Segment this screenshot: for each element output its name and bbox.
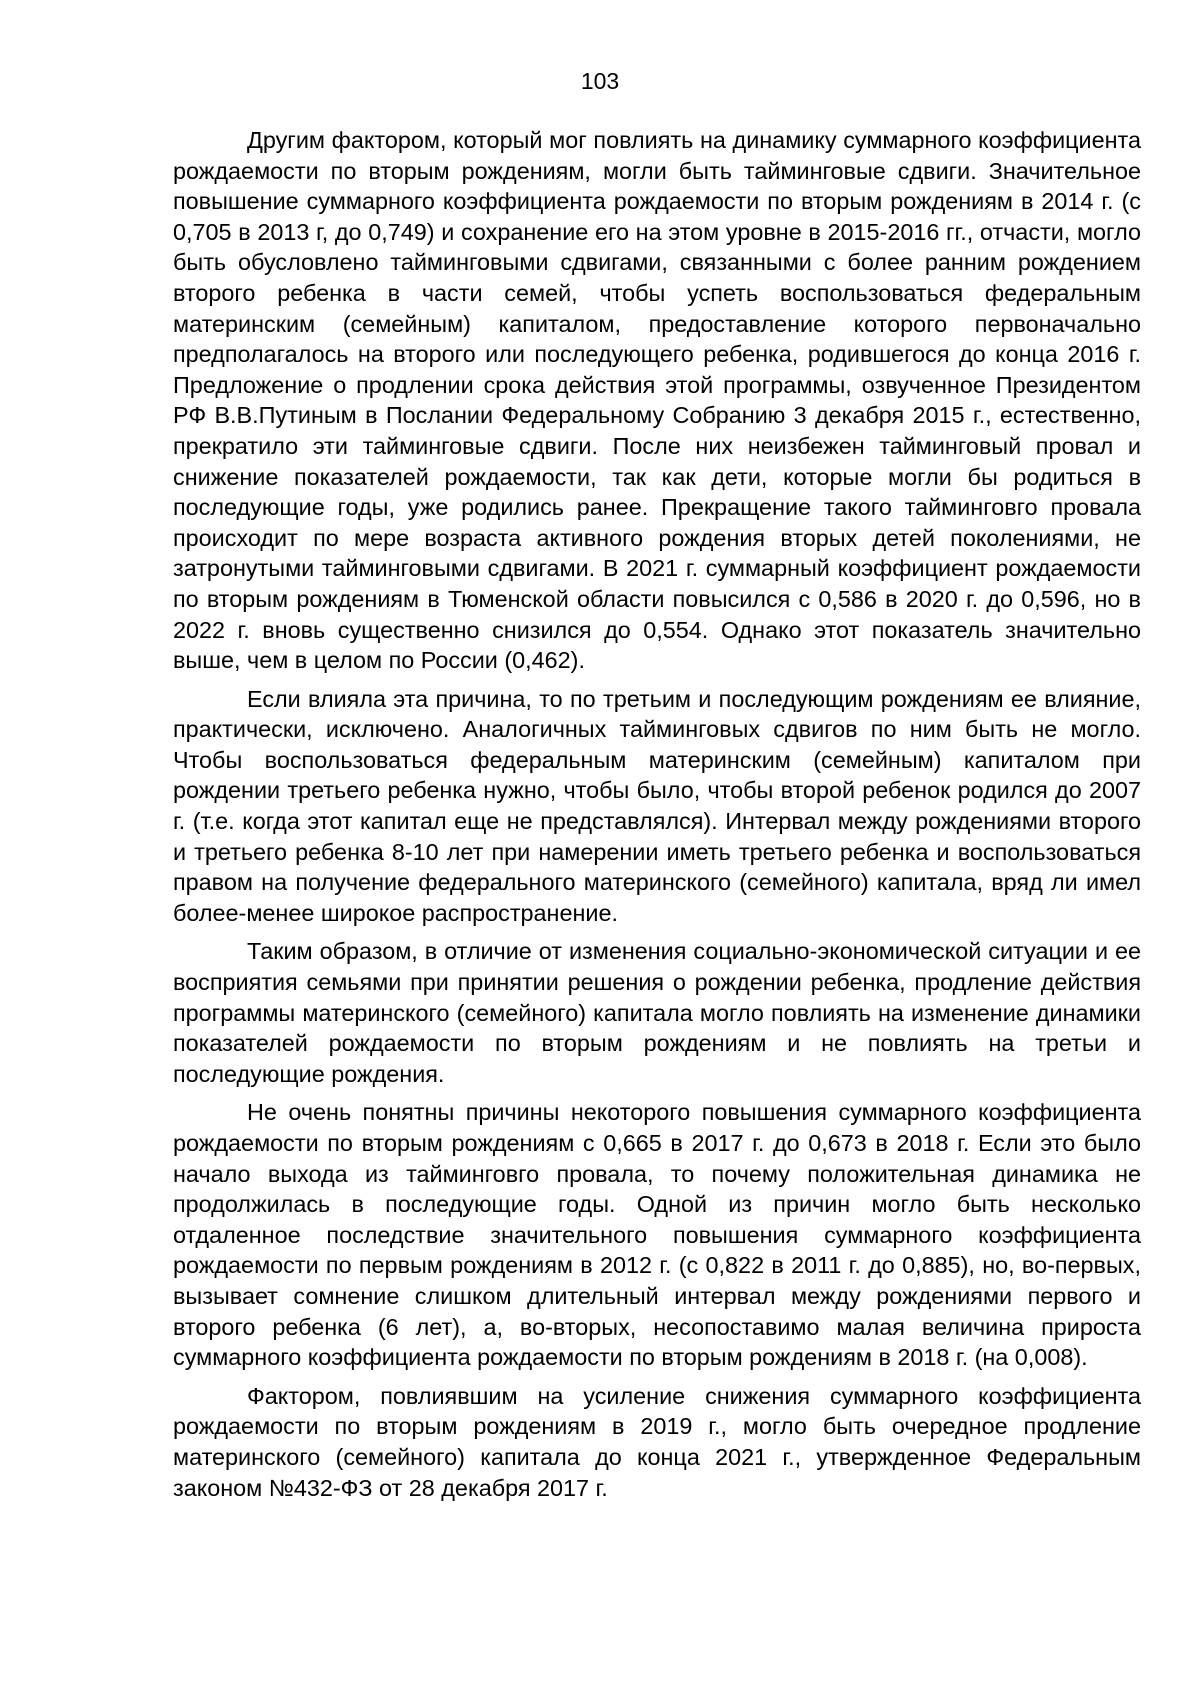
paragraph-timing-shifts: Другим фактором, который мог повлиять на динамику суммарного коэффициента рождаемости по вторым рождениям, могли быть тайминговые сдвиги. Значительное повышение суммарного коэффициента рождаемости по вторым рождениям в 2014 г. (с 0,705 в 2013 г, до 0,749) и сохранение его на этом уровне в 2015-2016 гг., отчасти, могло быть обусловлено тайминговыми сдвигами, связанными с более ранним рождением второго ребенка в части семей, чтобы успеть воспользоваться федеральным материнским (семейным) капиталом, предоставление которого первоначально предполагалось на второго или последующего ребенка, родившегося до конца 2016 г. Предложение о продлении срока действия этой программы, озвученное Президентом РФ В.В.Путиным в Послании Федеральному Собранию 3 декабря 2015 г., естественно, прекратило эти тайминговые сдвиги. После них неизбежен тайминговый провал и снижение показателей рождаемости, так как дети, которые могли бы родиться в последующие годы, уже родились ранее. Прекращение такого тайминговго провала происходит по мере возраста активного рождения вторых детей поколениями, не затронутыми тайминговыми сдвигами. В 2021 г. суммарный коэффициент рождаемости по вторым рождениям в Тюменской области повысился с 0,586 в 2020 г. до 0,596, но в 2022 г. вновь существенно снизился до 0,554. Однако этот показатель значительно выше, чем в целом по России (0,462). [173,127,1141,674]
page-number: 103 [580,68,620,94]
paragraph-conclusion: Таким образом, в отличие от изменения социально-экономической ситуации и ее восприятия семьями при принятии решения о рождении ребенка, продление действия программы материнского (семейного) капитала могло повлиять на изменение динамики показателей рождаемости по вторым рождениям и не повлиять на третьи и последующие рождения. [173,938,1141,1087]
paragraph-2019-factor: Фактором, повлиявшим на усиление снижения суммарного коэффициента рождаемости по вторым рождениям в 2019 г., могло быть очередное продление материнского (семейного) капитала до конца 2021 г., утвержденное Федеральным законом №432-ФЗ от 28 декабря 2017 г. [173,1382,1141,1501]
paragraph-third-births: Если влияла эта причина, то по третьим и последующим рождениям ее влияние, практически, исключено. Аналогичных тайминговых сдвигов по ним быть не могло. Чтобы воспользоваться федеральным материнским (семейным) капиталом при рождении третьего ребенка нужно, чтобы было, чтобы второй ребенок родился до 2007 г. (т.е. когда этот капитал еще не представлялся). Интервал между рождениями второго и третьего ребенка 8-10 лет при намерении иметь третьего ребенка и воспользоваться правом на получение федерального материнского (семейного) капитала, вряд ли имел более-менее широкое распространение. [173,685,1141,926]
body-text [173,125,1141,1511]
paragraph-2018-increase: Не очень понятны причины некоторого повышения суммарного коэффициента рождаемости по вторым рождениям с 0,665 в 2017 г. до 0,673 в 2018 г. Если это было начало выхода из тайминговго провала, то почему положительная динамика не продолжилась в последующие годы. Одной из причин могло быть несколько отдаленное последствие значительного повышения суммарного коэффициента рождаемости по первым рождениям в 2012 г. (с 0,822 в 2011 г. до 0,885), но, во-первых, вызывает сомнение слишком длительный интервал между рождениями первого и второго ребенка (6 лет), а, во-вторых, несопоставимо малая величина прироста суммарного коэффициента рождаемости по вторым рождениям в 2018 г. (на 0,008). [173,1099,1141,1371]
